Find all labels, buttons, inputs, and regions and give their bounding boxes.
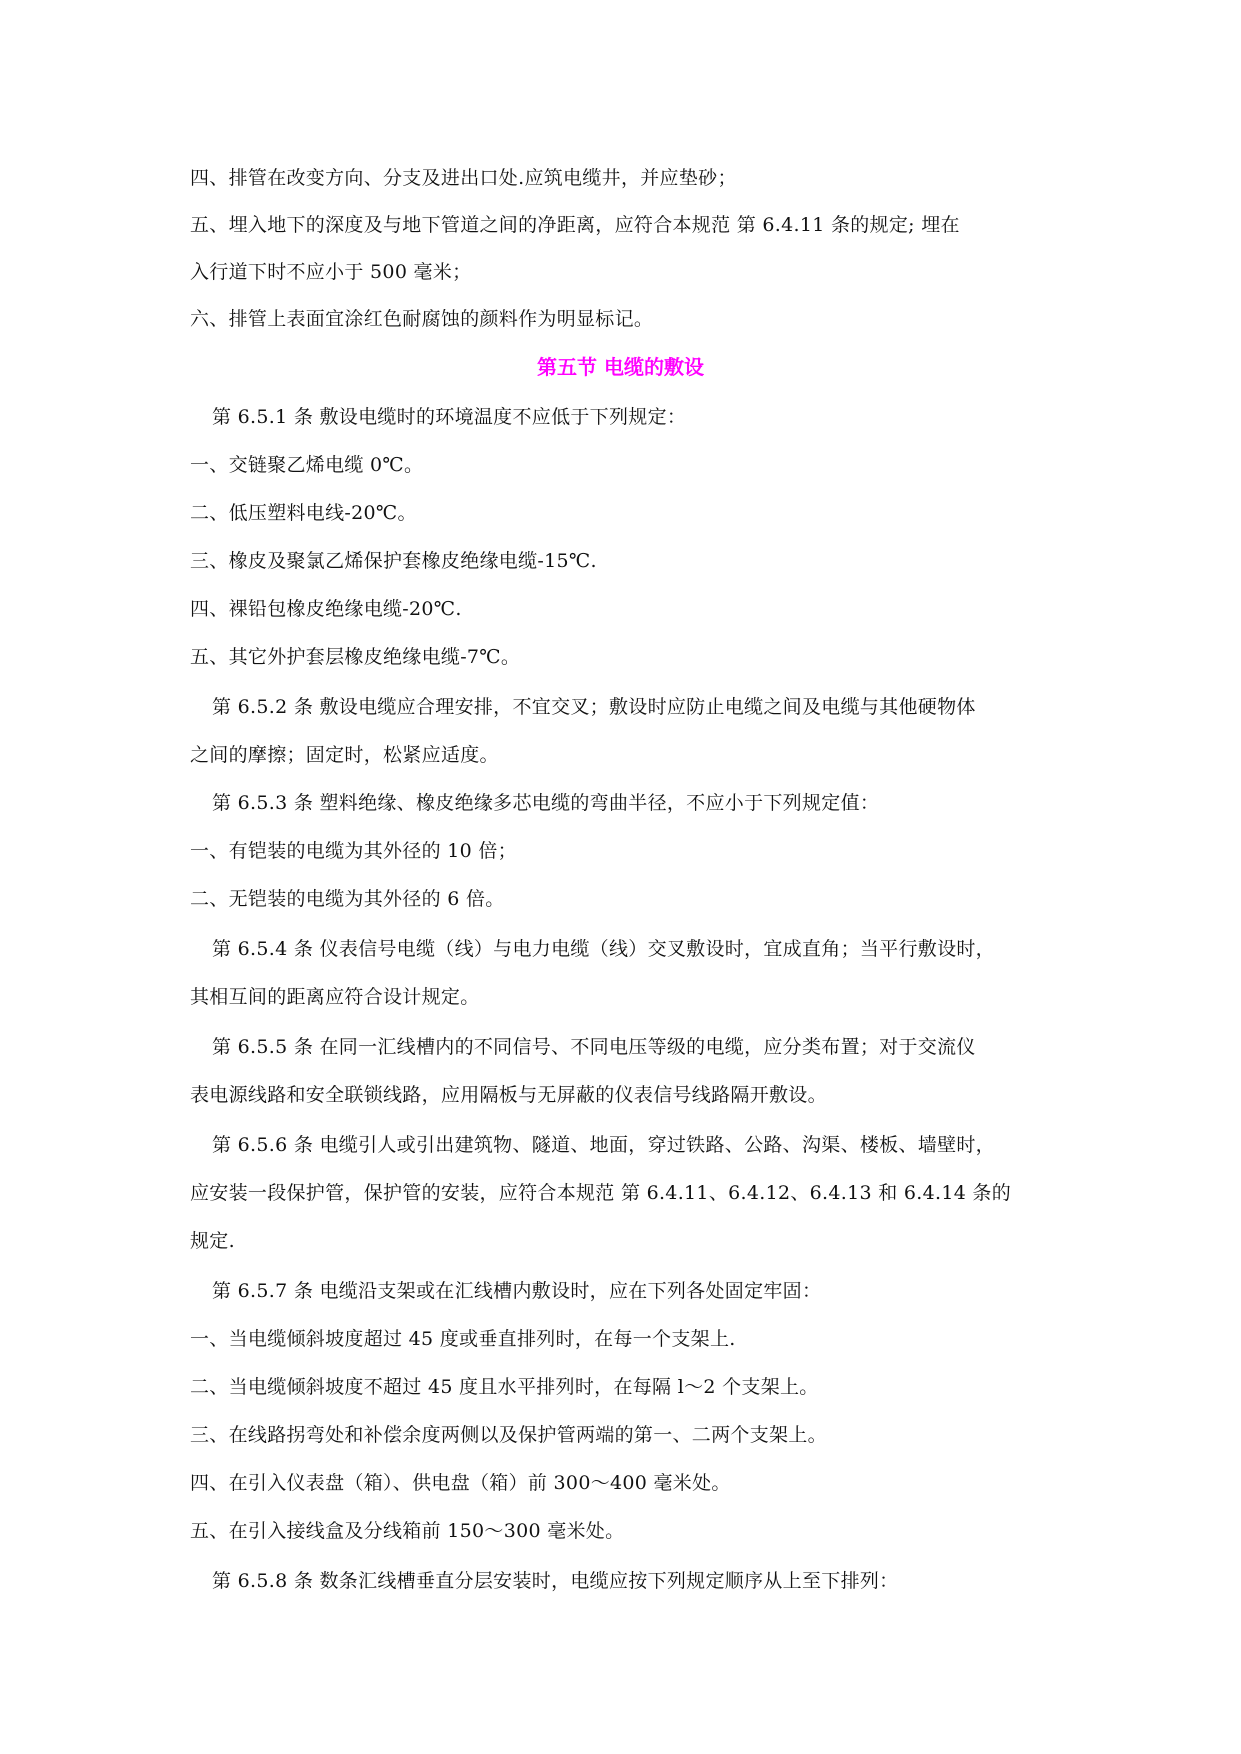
list-item: 五、其它外护套层橡皮绝缘电缆-7℃。: [190, 646, 521, 668]
list-item: 一、交链聚乙烯电缆 0℃。: [190, 454, 424, 476]
list-item: 五、在引入接线盒及分线箱前 150～300 毫米处。: [190, 1520, 625, 1542]
article-line: 第 6.5.7 条 电缆沿支架或在汇线槽内敷设时，应在下列各处固定牢固：: [212, 1280, 822, 1302]
paragraph-line: 五、埋入地下的深度及与地下管道之间的净距离，应符合本规范 第 6.4.11 条的规定; 埋在: [190, 214, 960, 236]
list-item: 四、在引入仪表盘（箱）、供电盘（箱）前 300～400 毫米处。: [190, 1472, 731, 1494]
article-line: 第 6.5.6 条 电缆引人或引出建筑物、隧道、地面，穿过铁路、公路、沟渠、楼板、墙壁时，: [212, 1134, 995, 1156]
list-item: 三、在线路拐弯处和补偿余度两侧以及保护管两端的第一、二两个支架上。: [190, 1424, 827, 1446]
paragraph-line: 之间的摩擦；固定时，松紧应适度。: [190, 744, 499, 766]
paragraph-line: 四、排管在改变方向、分支及进出口处.应筑电缆井，并应垫砂；: [190, 167, 737, 189]
article-line: 第 6.5.1 条 敷设电缆时的环境温度不应低于下列规定：: [212, 406, 687, 428]
list-item: 二、无铠装的电缆为其外径的 6 倍。: [190, 888, 505, 910]
section-heading: 第五节 电缆的敷设: [537, 355, 704, 379]
paragraph-line: 其相互间的距离应符合设计规定。: [190, 986, 480, 1008]
article-line: 第 6.5.8 条 数条汇线槽垂直分层安装时，电缆应按下列规定顺序从上至下排列：: [212, 1570, 899, 1592]
paragraph-line: 入行道下时不应小于 500 毫米；: [190, 261, 472, 283]
list-item: 三、橡皮及聚氯乙烯保护套橡皮绝缘电缆-15℃.: [190, 550, 597, 572]
article-line: 第 6.5.5 条 在同一汇线槽内的不同信号、不同电压等级的电缆，应分类布置；对于交流仪: [212, 1036, 976, 1058]
paragraph-line: 规定.: [190, 1230, 235, 1252]
list-item: 二、低压塑料电线-20℃。: [190, 502, 417, 524]
article-line: 第 6.5.4 条 仪表信号电缆（线）与电力电缆（线）交叉敷设时，宜成直角；当平行敷设时，: [212, 938, 995, 960]
article-line: 第 6.5.3 条 塑料绝缘、橡皮绝缘多芯电缆的弯曲半径，不应小于下列规定值：: [212, 792, 880, 814]
paragraph-line: 六、排管上表面宜涂红色耐腐蚀的颜料作为明显标记。: [190, 308, 654, 330]
list-item: 一、有铠装的电缆为其外径的 10 倍；: [190, 840, 517, 862]
paragraph-line: 表电源线路和安全联锁线路，应用隔板与无屏蔽的仪表信号线路隔开敷设。: [190, 1084, 827, 1106]
list-item: 四、裸铅包橡皮绝缘电缆-20℃.: [190, 598, 462, 620]
list-item: 一、当电缆倾斜坡度超过 45 度或垂直排列时，在每一个支架上.: [190, 1328, 736, 1350]
article-line: 第 6.5.2 条 敷设电缆应合理安排，不宜交叉；敷设时应防止电缆之间及电缆与其他硬物体: [212, 696, 976, 718]
list-item: 二、当电缆倾斜坡度不超过 45 度且水平排列时，在每隔 l～2 个支架上。: [190, 1376, 819, 1398]
paragraph-line: 应安装一段保护管，保护管的安装，应符合本规范 第 6.4.11、6.4.12、6.4.13 和 6.4.14 条的: [190, 1182, 1012, 1204]
